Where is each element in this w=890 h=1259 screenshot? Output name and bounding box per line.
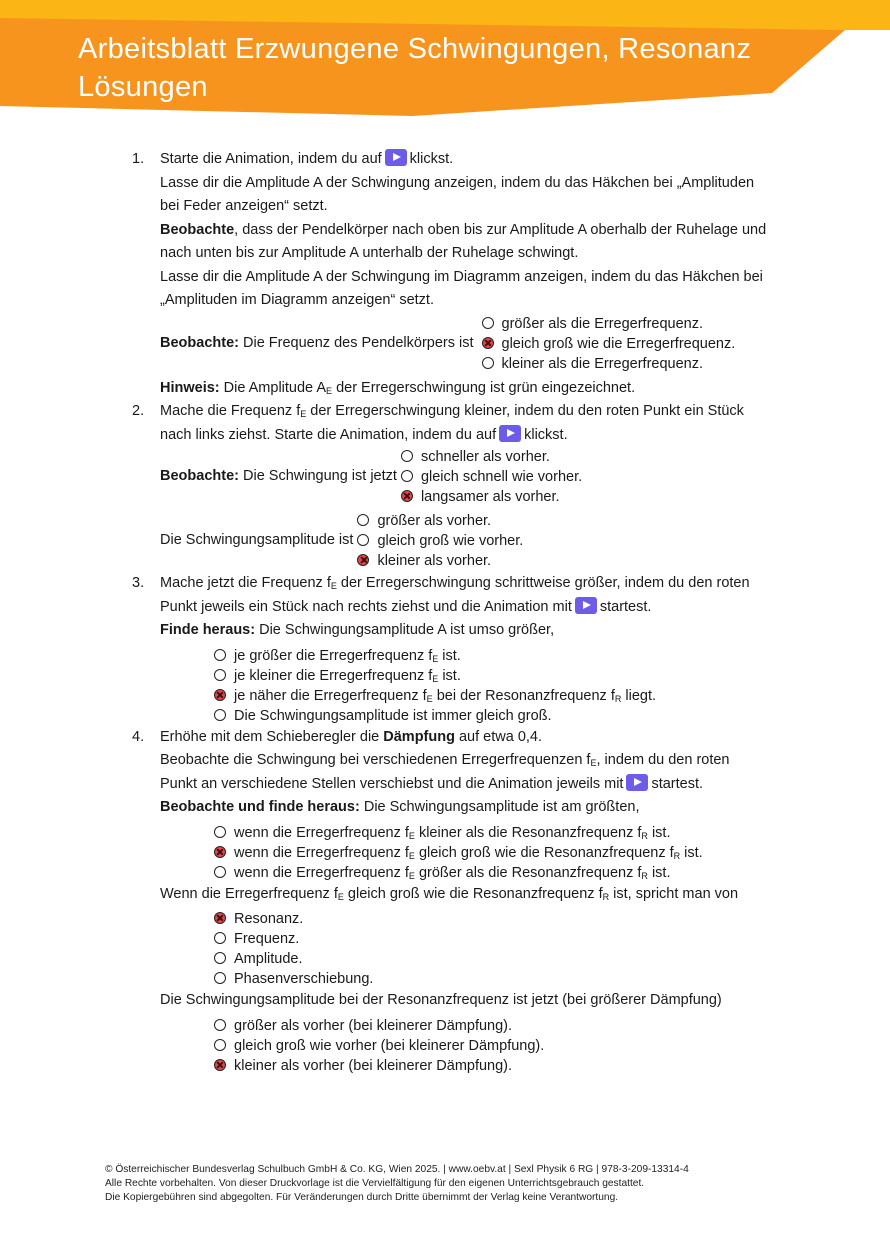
task-number: 3. bbox=[132, 575, 145, 591]
radio-checked-icon[interactable] bbox=[401, 490, 413, 502]
options-list bbox=[132, 909, 792, 989]
radio-icon[interactable] bbox=[214, 1019, 226, 1031]
option-selected[interactable]: wenn die Erregerfrequenz $f_E$ gleich groß wie die Resonanzfrequenz $f_R$ ist. bbox=[214, 843, 792, 863]
radio-icon[interactable] bbox=[401, 470, 413, 482]
radio-icon[interactable] bbox=[482, 357, 494, 369]
option[interactable]: größer als vorher (bei kleinerer Dämpfung). bbox=[214, 1016, 792, 1036]
radio-icon[interactable] bbox=[482, 317, 494, 329]
radio-icon[interactable] bbox=[214, 952, 226, 964]
radio-checked-icon[interactable] bbox=[357, 554, 369, 566]
option[interactable]: je größer die Erregerfrequenz $f_E$ ist. bbox=[214, 646, 792, 666]
play-icon bbox=[575, 597, 597, 614]
radio-checked-icon[interactable] bbox=[214, 846, 226, 858]
page-title bbox=[78, 30, 751, 106]
option[interactable]: Amplitude. bbox=[214, 949, 792, 969]
footer bbox=[105, 1163, 689, 1205]
task-3: 3. Mache jetzt die Frequenz $f_E$ der Erregerschwingung schrittweise größer, indem du den roten Punkt jeweils ein Stück nach rechts ziehst und die Animation mit startest. Finde heraus: Die Schwingungsamplitude A ist umso größer, je größer die Erregerfrequenz $f_E$ ist. je kleiner die Erregerfrequenz $f_E$ ist. je näher die Erregerfrequenz $f_E$ bei der Resonanzfrequenz $f_R$ liegt. Die Schwingungsamplitude ist immer gleich groß. bbox=[132, 572, 792, 726]
option-selected[interactable]: kleiner als vorher (bei kleinerer Dämpfung). bbox=[214, 1056, 792, 1076]
radio-icon[interactable] bbox=[214, 826, 226, 838]
radio-checked-icon[interactable] bbox=[214, 689, 226, 701]
options-list bbox=[132, 823, 792, 883]
footer-line: Die Kopiergebühren sind abgegolten. Für Veränderungen durch Dritte übernimmt der Verlag keine Verantwortung. bbox=[105, 1192, 619, 1203]
option[interactable]: Die Schwingungsamplitude ist immer gleich groß. bbox=[214, 706, 792, 726]
option[interactable]: kleiner als die Erregerfrequenz. bbox=[482, 354, 736, 374]
option[interactable]: je kleiner die Erregerfrequenz $f_E$ ist. bbox=[214, 666, 792, 686]
question-speed: Beobachte: Die Schwingung ist jetzt schneller als vorher. gleich schnell wie vorher. langsamer als vorher. bbox=[160, 449, 583, 505]
option[interactable]: wenn die Erregerfrequenz $f_E$ kleiner als die Resonanzfrequenz $f_R$ ist. bbox=[214, 823, 792, 843]
radio-icon[interactable] bbox=[357, 514, 369, 526]
play-icon bbox=[626, 774, 648, 791]
footer-line: © Österreichischer Bundesverlag Schulbuch GmbH & Co. KG, Wien 2025. | www.oebv.at | Sexl Physik 6 RG | 978-3-209-13314-4 bbox=[105, 1164, 689, 1175]
option[interactable]: größer als vorher. bbox=[357, 511, 523, 531]
task-number: 4. bbox=[132, 728, 145, 745]
radio-icon[interactable] bbox=[214, 709, 226, 721]
footer-line: Alle Rechte vorbehalten. Von dieser Druckvorlage ist die Vervielfältigung für den eigenen Unterrichtsgebrauch gestattet. bbox=[105, 1178, 645, 1189]
option-selected[interactable]: kleiner als vorher. bbox=[357, 551, 523, 571]
option[interactable]: Phasenverschiebung. bbox=[214, 969, 792, 989]
play-icon bbox=[499, 425, 521, 442]
task-2: 2. Mache die Frequenz $f_E$ der Erregerschwingung kleiner, indem du den roten Punkt ein Stück nach links ziehst. Starte die Animation, indem du auf klickst. Beobachte: Die Schwingung ist jetzt schneller als vorher. gleich schnell wie vorher. langsamer als vorher. Die Schwingungsamplitude ist größer als vorher. gleich groß wie vorher. kleiner als vorher. bbox=[132, 400, 792, 571]
radio-icon[interactable] bbox=[401, 450, 413, 462]
option[interactable]: gleich schnell wie vorher. bbox=[401, 467, 582, 487]
options-list bbox=[132, 1016, 792, 1076]
option-selected[interactable]: langsamer als vorher. bbox=[401, 487, 582, 507]
task-1: 1. Starte die Animation, indem du auf klickst. Lasse dir die Amplitude A der Schwingung anzeigen, indem du das Häkchen bei „Amplituden bei Feder anzeigen“ setzt. Beobachte, dass der Pendelkörper nach oben bis zur Amplitude A oberhalb der Ruhelage und nach unten bis zur Amplitude A unterhalb der Ruhelage schwingt. Lasse dir die Amplitude A der Schwingung im Diagramm anzeigen, indem du das Häkchen bei „Amplituden im Diagramm anzeigen“ setzt. Beobachte: Die Frequenz des Pendelkörpers ist größer als die Erregerfrequenz. gleich groß wie die Erregerfrequenz. kleiner als die Erregerfrequenz. Hinweis: Die Amplitude $A_E$ der Erregerschwingung ist grün eingezeichnet. bbox=[132, 148, 792, 400]
radio-icon[interactable] bbox=[214, 669, 226, 681]
option[interactable]: schneller als vorher. bbox=[401, 447, 582, 467]
radio-icon[interactable] bbox=[357, 534, 369, 546]
option-selected[interactable]: gleich groß wie die Erregerfrequenz. bbox=[482, 334, 736, 354]
radio-icon[interactable] bbox=[214, 649, 226, 661]
option[interactable]: gleich groß wie vorher (bei kleinerer Dämpfung). bbox=[214, 1036, 792, 1056]
option[interactable]: Frequenz. bbox=[214, 929, 792, 949]
option[interactable]: gleich groß wie vorher. bbox=[357, 531, 523, 551]
task-number: 1. bbox=[132, 151, 145, 167]
option[interactable]: größer als die Erregerfrequenz. bbox=[482, 314, 736, 334]
radio-icon[interactable] bbox=[214, 932, 226, 944]
radio-checked-icon[interactable] bbox=[214, 912, 226, 924]
option[interactable]: wenn die Erregerfrequenz $f_E$ größer als die Resonanzfrequenz $f_R$ ist. bbox=[214, 863, 792, 883]
worksheet-content bbox=[132, 148, 792, 1076]
task-number: 2. bbox=[132, 403, 145, 419]
option-selected[interactable]: je näher die Erregerfrequenz $f_E$ bei der Resonanzfrequenz $f_R$ liegt. bbox=[214, 686, 792, 706]
question-amplitude: Die Schwingungsamplitude ist größer als vorher. gleich groß wie vorher. kleiner als vorher. bbox=[160, 513, 524, 569]
radio-checked-icon[interactable] bbox=[482, 337, 494, 349]
radio-checked-icon[interactable] bbox=[214, 1059, 226, 1071]
title-line-2: Lösungen bbox=[78, 71, 208, 103]
task-4: 4. Erhöhe mit dem Schieberegler die Dämpfung auf etwa 0,4. Beobachte die Schwingung bei verschiedenen Erregerfrequenzen $f_E$, indem du den roten Punkt an verschiedene Stellen verschiebst und die Animation jeweils mit startest. Beobachte und finde heraus: Die Schwingungsamplitude ist am größten, wenn die Erregerfrequenz $f_E$ kleiner als die Resonanzfrequenz $f_R$ ist. wenn die Erregerfrequenz $f_E$ gleich groß wie die Resonanzfrequenz $f_R$ ist. wenn die Erregerfrequenz $f_E$ größer als die Resonanzfrequenz $f_R$ ist. Wenn die Erregerfrequenz $f_E$ gleich groß wie die Resonanzfrequenz $f_R$ ist, spricht man von Resonanz. Frequenz. Amplitude. Phasenverschiebung. Die Schwingungsamplitude bei der Resonanzfrequenz ist jetzt (bei größerer Dämpfung) größer als vorher (bei kleinerer Dämpfung). gleich groß wie vorher (bei kleinerer Dämpfung). kleiner als vorher (bei kleinerer Dämpfung). bbox=[132, 726, 792, 1076]
radio-icon[interactable] bbox=[214, 866, 226, 878]
options-list bbox=[132, 646, 792, 726]
option-selected[interactable]: Resonanz. bbox=[214, 909, 792, 929]
radio-icon[interactable] bbox=[214, 972, 226, 984]
question-frequency: Beobachte: Die Frequenz des Pendelkörpers ist größer als die Erregerfrequenz. gleich groß wie die Erregerfrequenz. kleiner als die Erregerfrequenz. bbox=[160, 315, 736, 372]
radio-icon[interactable] bbox=[214, 1039, 226, 1051]
play-icon bbox=[385, 149, 407, 166]
title-line-1: Arbeitsblatt Erzwungene Schwingungen, Resonanz bbox=[78, 33, 752, 65]
